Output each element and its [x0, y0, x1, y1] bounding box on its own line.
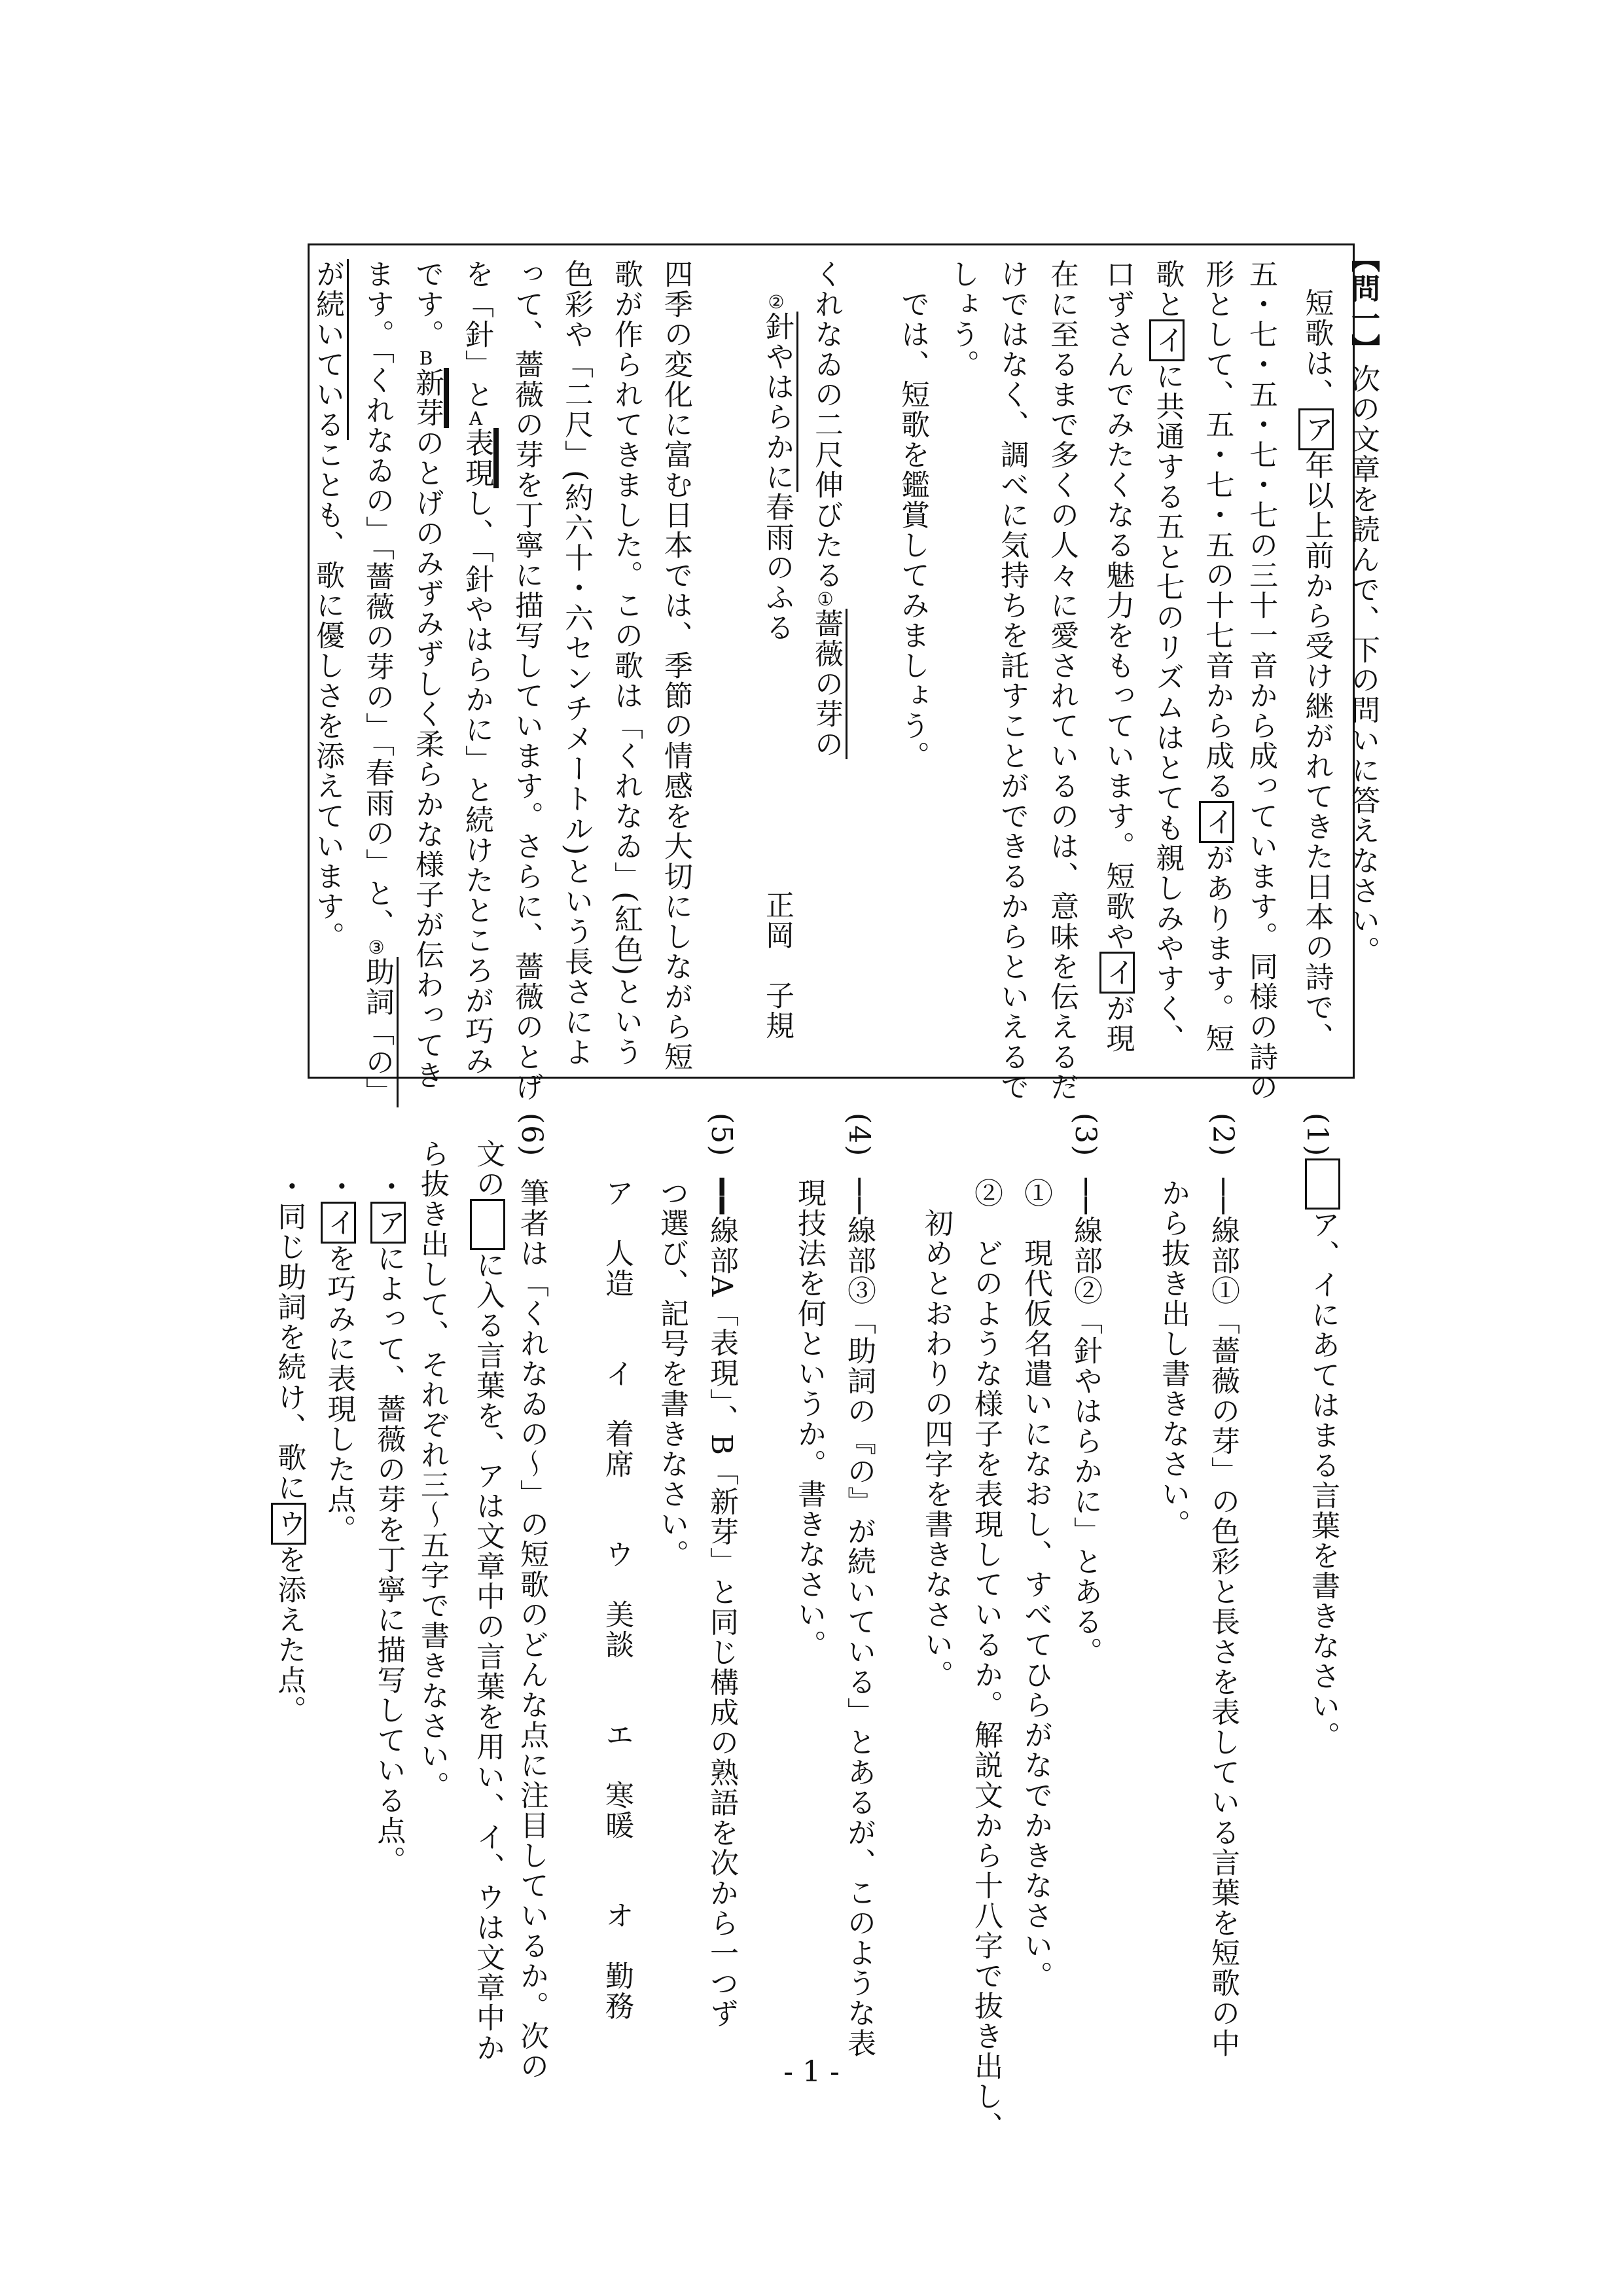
underlined-hari-yawaraka: 針やはらかに: [760, 312, 798, 492]
blank-box-i: イ: [321, 1202, 356, 1244]
blank-box-u: ウ: [271, 1503, 306, 1545]
bold-shinme: 新芽: [410, 368, 449, 428]
q6-bullet-u: ・同じ助詞を続け、歌にウを添えた点。: [268, 1172, 309, 1725]
marker-a: A: [469, 408, 484, 429]
q6-line-3: ら抜き出して、それぞれ三〜五字で書きなさい。: [416, 1139, 449, 1801]
q5-line-2: つ選び、記号を書きなさい。: [655, 1178, 688, 1570]
q4-line-2: 現技法を何というか。書きなさい。: [793, 1178, 826, 1660]
blank-box-i: イ: [1149, 319, 1185, 361]
passage-line-5: 口ずさんでみたくなる魅力をもっています。短歌やイが現: [1097, 259, 1137, 1054]
underlined-bara-no-me: 薔薇の芽の: [810, 609, 847, 759]
q3-line-3: ② どのような様子を表現しているか。解説文から十八字で抜き出し、: [969, 1178, 1003, 2142]
poem-line-2: ②針やはらかに春雨のふる: [762, 293, 791, 643]
commentary-line-6: です。B新芽のとげのみずみずしく柔らかな様子が伝わってき: [412, 259, 441, 1090]
passage-line-8: しょう。: [946, 259, 979, 380]
q3-line-1: ──線部②「針やはらかに」とある。: [1069, 1178, 1102, 1667]
underlined-tsuzuiteiru: が続いている: [311, 259, 349, 440]
q6-bullet-i: ・イを巧みに表現した点。: [318, 1172, 359, 1545]
q2-line-2: から抜き出し書きなさい。: [1156, 1178, 1190, 1539]
q3-line-2: ① 現代仮名遣いになおし、すべてひらがなでかきなさい。: [1019, 1178, 1052, 1991]
marker-b: B: [419, 348, 435, 369]
q1-number: (1): [1300, 1113, 1334, 1158]
commentary-line-7: ます。「くれなゐの」「薔薇の芽の」「春雨の」と、③助詞「の」: [363, 259, 391, 1107]
commentary-line-8: が続いていることも、歌に優しさを添えています。: [313, 259, 342, 952]
passage-line-9: では、短歌を鑑賞してみましょう。: [896, 259, 929, 771]
q6-line-2: 文のに入る言葉を、アは文章中の言葉を用い、イ、ウは文章中か: [471, 1139, 505, 2063]
q6-bullet-a: ・アによって、薔薇の芽を丁寧に描写している点。: [368, 1172, 408, 1876]
q6-line-1: 筆者は「くれなゐの〜」の短歌のどんな点に注目しているか。次の: [515, 1178, 548, 2081]
commentary-line-4: って、薔薇の芽を丁寧に描写しています。さらに、薔薇のとげ: [510, 259, 543, 1102]
commentary-line-1: 四季の変化に富む日本では、季節の情感を大切にしながら短: [659, 259, 692, 1072]
q1-line-1: ア、イにあてはまる言葉を書きなさい。: [1302, 1158, 1343, 1751]
commentary-line-5: を「針」とA表現し、「針やはらかに」と続けたところが巧み: [462, 259, 491, 1076]
blank-box-a: ア: [1298, 408, 1334, 450]
commentary-line-3: 色彩や「二尺」(約六十・六センチメートル)という長さによ: [560, 259, 593, 1067]
marker-1: ①: [817, 588, 835, 610]
q3-number: (3): [1069, 1113, 1102, 1158]
page-number: - 1 -: [783, 2055, 840, 2089]
marker-2: ②: [768, 291, 786, 313]
passage-line-1: 短歌は、ア年以上前から受け継がれてきた日本の詩で、: [1296, 288, 1336, 1052]
blank-box-i: イ: [1099, 952, 1135, 994]
answer-blank-box: [1305, 1158, 1340, 1210]
q2-line-1: ──線部①「薔薇の芽」の色彩と長さを表している言葉を短歌の中: [1206, 1178, 1240, 2058]
q4-line-1: ──線部③「助詞の『の』が続いている」とあるが、このような表: [842, 1178, 876, 2058]
poem-line-1: くれなゐの二尺伸びたる①薔薇の芽の: [812, 259, 840, 759]
marker-3: ③: [368, 937, 386, 958]
q6-number: (6): [515, 1113, 548, 1158]
q4-number: (4): [842, 1113, 876, 1158]
q3-line-4: 初めとおわりの四字を書きなさい。: [919, 1178, 953, 1690]
passage-line-2: 五・七・五・七・七の三十一音から成っています。同様の詩の: [1244, 259, 1277, 1102]
bold-hyogen: 表現: [460, 428, 499, 488]
blank-box-a: ア: [370, 1202, 406, 1244]
header-instruction: 次の文章を読んで、下の問いに答えなさい。: [1346, 364, 1380, 966]
passage-line-4: 歌とイに共通する五と七のリズムはとても親しみやすく、: [1147, 259, 1187, 1054]
blank-box-i: イ: [1199, 801, 1234, 843]
underlined-joshi-no: 助詞「の」: [361, 957, 399, 1107]
header-bracket: 【問一】: [1346, 243, 1380, 364]
q5-choices: ア 人造 イ 着席 ウ 美談 エ 寒暖 オ 勤務: [600, 1178, 633, 2021]
q5-number: (5): [705, 1113, 738, 1158]
commentary-line-2: 歌が作られてきました。この歌は「くれなゐ」(紅色)という: [609, 259, 643, 1067]
answer-blank-box: [470, 1199, 505, 1250]
q2-number: (2): [1206, 1113, 1240, 1158]
q5-line-1: ━━線部A「表現」、B「新芽」と同じ構成の熟語を次から一つず: [705, 1178, 738, 2029]
passage-line-3: 形として、五・七・五の十七音から成るイがあります。短: [1196, 259, 1237, 1054]
passage-line-7: けではなく、調べに気持ちを託すことができるからといえるで: [995, 259, 1029, 1102]
poem-author: 正岡 子規: [760, 890, 794, 1041]
passage-line-6: 在に至るまで多くの人々に愛されているのは、意味を伝えるだ: [1045, 259, 1079, 1102]
